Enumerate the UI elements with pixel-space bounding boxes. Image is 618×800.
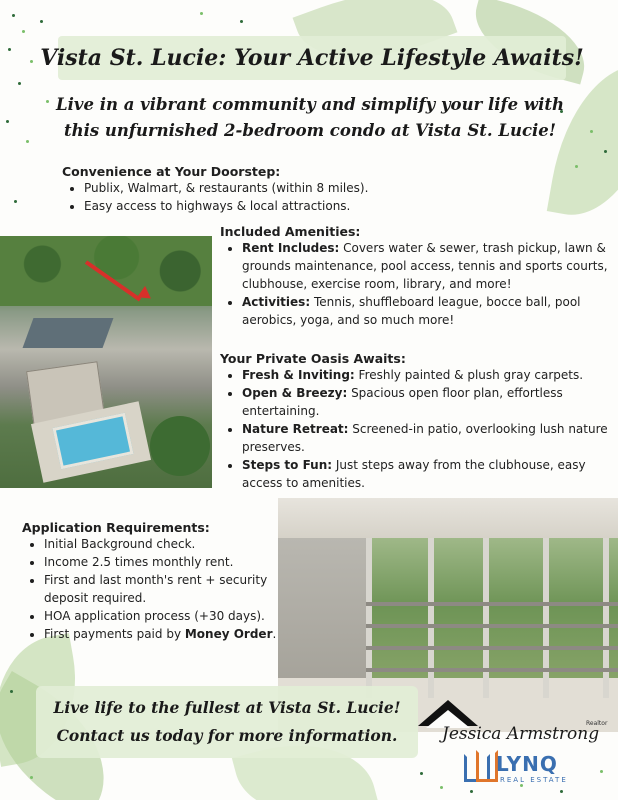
item-text: Tennis, shuffleboard league, bocce ball, pool aerobics, yoga, and so much more!: [242, 295, 581, 327]
item-label: Open & Breezy:: [242, 386, 348, 400]
item-label: Rent Includes:: [242, 241, 340, 255]
item-label: Activities:: [242, 295, 311, 309]
aerial-community-photo: [0, 236, 212, 488]
item-text: Screened-in patio, overlooking lush nature preserves.: [242, 422, 608, 454]
list-item: [242, 366, 610, 384]
convenience-section: [62, 164, 542, 215]
building-icon: [476, 750, 498, 782]
brand-name: LYNQ: [496, 752, 558, 776]
agent-logo: [418, 700, 614, 790]
list-item: [242, 384, 610, 420]
oasis-list: [220, 366, 610, 492]
item-text: Freshly painted & plush gray carpets.: [354, 368, 584, 382]
item-text: Just steps away from the clubhouse, easy access to amenities.: [242, 458, 586, 490]
item-label: Money Order: [184, 627, 273, 641]
list-item: • HOA application process (+30 days).: [44, 607, 282, 625]
oasis-section: [220, 351, 610, 492]
item-label: Fresh & Inviting:: [242, 368, 355, 382]
requirements-list: [22, 535, 282, 643]
item-label: Steps to Fun:: [242, 458, 333, 472]
item-text: Spacious open floor plan, effortless entertaining.: [242, 386, 563, 418]
list-item: [242, 293, 610, 329]
list-item: • Publix, Walmart, & restaurants (within 8 miles).: [84, 179, 542, 197]
page-title: Vista St. Lucie: Your Active Lifestyle Awaits!: [40, 45, 584, 71]
title-banner: [40, 36, 584, 80]
agent-title: Realtor: [586, 720, 608, 727]
item-text: .: [272, 627, 277, 641]
item-text: Covers water & sewer, trash pickup, lawn & grounds maintenance, pool access, tennis and sports courts, clubhouse, exercise room, library, and more!: [242, 241, 608, 291]
section-heading: Your Private Oasis Awaits:: [220, 351, 406, 366]
list-item: • First and last month's rent + security deposit required.: [44, 571, 282, 607]
convenience-list: [62, 179, 542, 215]
agent-signature: Jessica Armstrong: [442, 724, 600, 744]
list-item: • Easy access to highways & local attractions.: [84, 197, 542, 215]
cta-line: Contact us today for more information.: [56, 726, 398, 745]
list-item: [242, 239, 610, 293]
item-label: Nature Retreat:: [242, 422, 349, 436]
requirements-section: [22, 520, 282, 643]
subtitle: [40, 92, 580, 144]
section-heading: Convenience at Your Doorstep:: [62, 164, 281, 179]
list-item: [44, 625, 282, 643]
item-text: First payments paid by: [44, 627, 185, 641]
list-item: [242, 420, 610, 456]
amenities-list: [220, 239, 610, 329]
cta-line: Live life to the fullest at Vista St. Lucie!: [53, 698, 401, 717]
section-heading: Included Amenities:: [220, 224, 361, 239]
subtitle-line: Live in a vibrant community and simplify your life with: [56, 95, 564, 114]
amenities-section: [220, 224, 610, 329]
list-item: • Income 2.5 times monthly rent.: [44, 553, 282, 571]
list-item: • Initial Background check.: [44, 535, 282, 553]
subtitle-line: this unfurnished 2-bedroom condo at Vista St. Lucie!: [63, 121, 557, 140]
section-heading: Application Requirements:: [22, 520, 210, 535]
brand-subtitle: REAL ESTATE: [500, 776, 568, 784]
list-item: [242, 456, 610, 492]
cta-banner: [36, 686, 418, 758]
